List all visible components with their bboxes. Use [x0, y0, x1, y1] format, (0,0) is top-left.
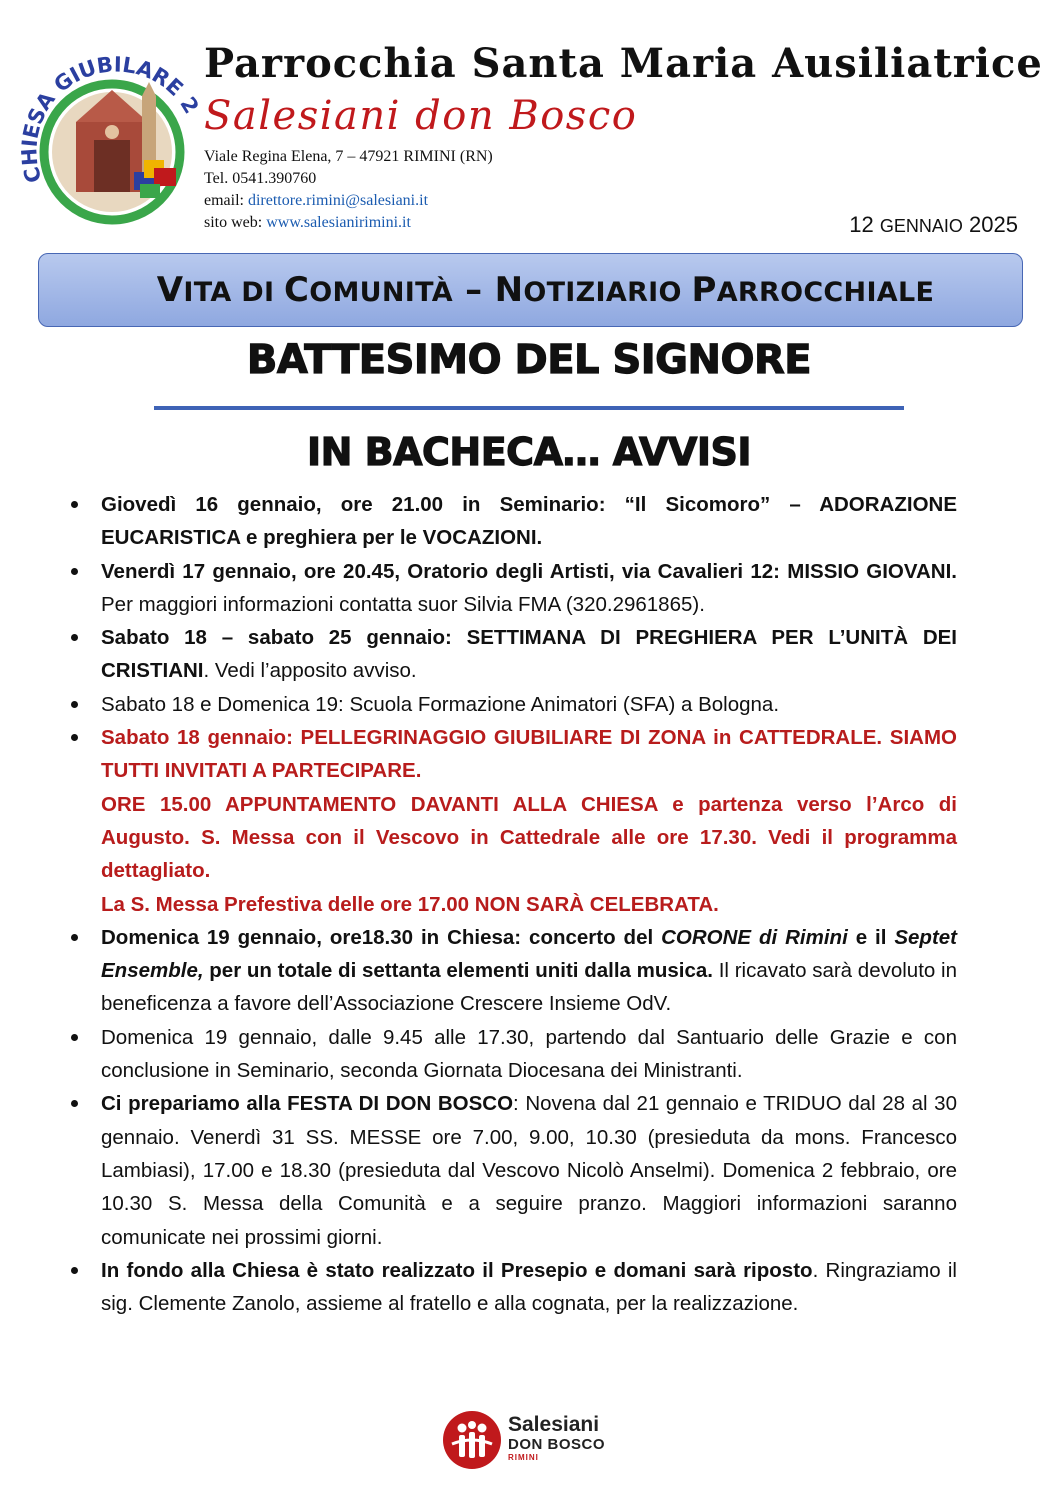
parish-name: Parrocchia Santa Maria Ausiliatrice [204, 40, 1043, 87]
issue-date [849, 212, 1018, 238]
list-item: Sabato 18 – sabato 25 gennaio: SETTIMANA DI PREGHIERA PER L’UNITÀ DEI CRISTIANI. Vedi l’apposito avviso. [101, 621, 957, 688]
notice-list [101, 488, 957, 1320]
list-item: Giovedì 16 gennaio, ore 21.00 in Seminario: “Il Sicomoro” – ADORAZIONE EUCARISTICA e preghiera per le VOCAZIONI. [101, 488, 957, 555]
date-year: 2025 [969, 212, 1018, 237]
phone-line [204, 168, 493, 190]
phone-number: 0541.390760 [232, 170, 317, 187]
title-divider [154, 406, 904, 410]
contact-block [204, 146, 493, 234]
footer-line2: DON BOSCO [508, 1436, 606, 1453]
list-item: Venerdì 17 gennaio, ore 20.45, Oratorio degli Artisti, via Cavalieri 12: MISSIO GIOVANI. Per maggiori informazioni contatta suor Silvia FMA (320.2961865). [101, 555, 957, 622]
footer-line1: Salesiani [508, 1413, 600, 1436]
website-link[interactable]: www.salesianirimini.it [266, 214, 411, 231]
list-item-highlight: Sabato 18 gennaio: PELLEGRINAGGIO GIUBILIARE DI ZONA in CATTEDRALE. SIAMO TUTTI INVITATI A PARTECIPARE. ORE 15.00 APPUNTAMENTO DAVANTI ALLA CHIESA e partenza verso l’Arco di Augusto. S. Messa con il Vescovo in Cattedrale alle ore 17.30. Vedi il programma dettagliato. La S. Messa Prefestiva delle ore 17.00 NON SARÀ CELEBRATA. [101, 721, 957, 921]
list-item: Domenica 19 gennaio, dalle 9.45 alle 17.30, partendo dal Santuario delle Grazie e con conclusione in Seminario, seconda Giornata Diocesana dei Ministranti. [101, 1021, 957, 1088]
section-title: IN BACHECA… AVVISI [306, 430, 751, 474]
feast-title: BATTESIMO DEL SIGNORE [246, 337, 812, 383]
newsletter-title: VITA DI COMUNITÀ – NOTIZIARIO PARROCCHIALE [156, 270, 935, 310]
website-label: sito web: [204, 214, 263, 231]
website-line [204, 212, 493, 234]
email-line [204, 190, 493, 212]
email-link[interactable]: direttore.rimini@salesiani.it [247, 192, 429, 209]
phone-label: Tel. [204, 170, 229, 187]
jubilee-church-logo [14, 52, 204, 232]
list-item: Ci prepariamo alla FESTA DI DON BOSCO: Novena dal 21 gennaio e TRIDUO dal 28 al 30 gennaio. Venerdì 31 SS. MESSE ore 7.00, 9.00, 10.30 (presieduta da mons. Francesco Lambiasi), 17.00 e 18.30 (presieduta dal Vescovo Nicolò Anselmi). Domenica 2 febbraio, ore 10.30 S. Messa della Comunità e a seguire pranzo. Maggiori informazioni saranno comunicate nei prossimi giorni. [101, 1087, 957, 1253]
congregation-name: Salesiani don Bosco [204, 93, 638, 139]
email-label: email: [204, 192, 244, 209]
date-month: GENNAIO [879, 216, 963, 236]
date-day: 12 [849, 212, 874, 237]
list-item: Sabato 18 e Domenica 19: Scuola Formazione Animatori (SFA) a Bologna. [101, 688, 957, 721]
footer-text [508, 1414, 605, 1463]
logo-arc-text: CHIESA GIUBILARE 2 [17, 52, 204, 186]
list-item: In fondo alla Chiesa è stato realizzato il Presepio e domani sarà riposto. Ringraziamo il sig. Clemente Zanolo, assieme al fratello e alla cognata, per la realizzazione. [101, 1254, 957, 1321]
newsletter-banner [38, 253, 1023, 327]
address: Viale Regina Elena, 7 – 47921 RIMINI (RN) [204, 148, 493, 165]
salesiani-footer-logo [442, 1410, 622, 1474]
footer-line3: RIMINI [508, 1453, 539, 1462]
list-item: Domenica 19 gennaio, ore18.30 in Chiesa: concerto del CORONE di Rimini e il Septet Ensemble, per un totale di settanta elementi uniti dalla musica. Il ricavato sarà devoluto in beneficenza a favore dell’Associazione Crescere Insieme OdV. [101, 921, 957, 1021]
salesiani-emblem-icon [442, 1410, 502, 1470]
